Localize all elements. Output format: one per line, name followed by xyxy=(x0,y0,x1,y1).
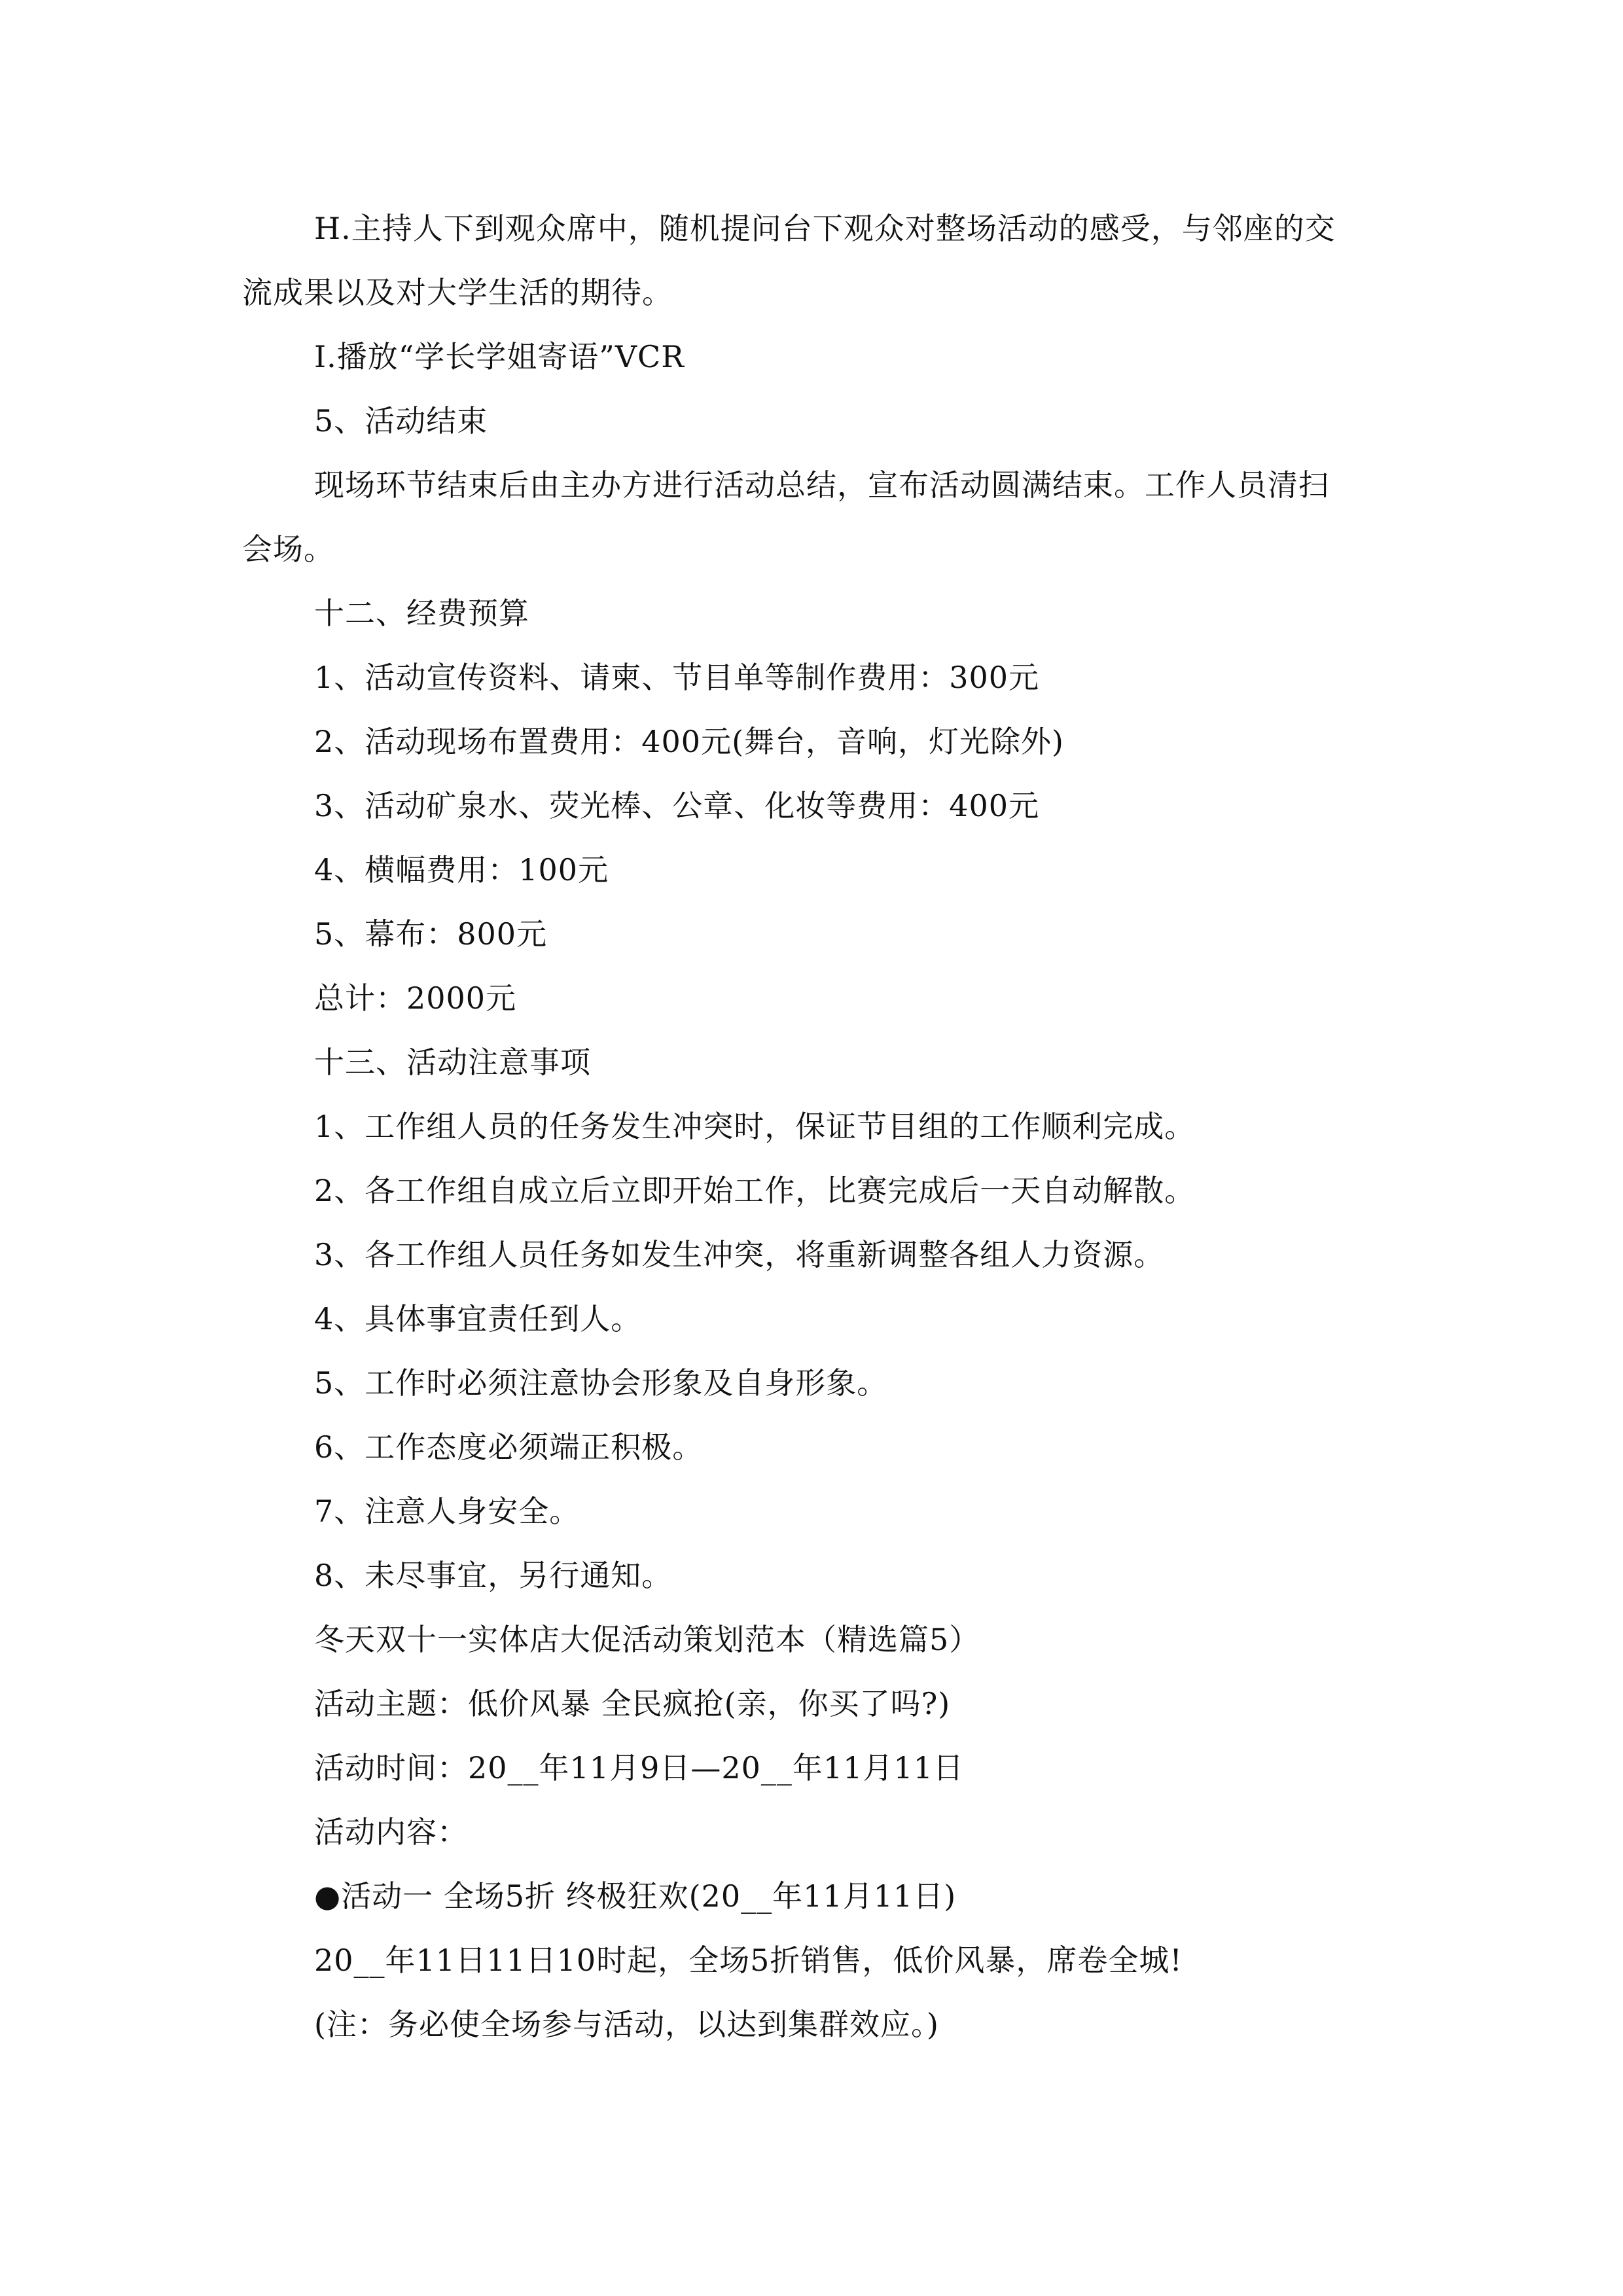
paragraph-line: I.播放“学长学姐寄语”VCR xyxy=(314,339,685,374)
paragraph-line: 流成果以及对大学生活的期待。 xyxy=(242,275,673,310)
notice-item: 4、具体事宜责任到人。 xyxy=(314,1301,642,1336)
notice-item: 3、各工作组人员任务如发生冲突，将重新调整各组人力资源。 xyxy=(314,1237,1165,1272)
article-title: 冬天双十一实体店大促活动策划范本（精选篇5） xyxy=(314,1622,980,1657)
notice-item: 7、注意人身安全。 xyxy=(314,1494,580,1529)
section-heading: 5、活动结束 xyxy=(314,403,488,439)
note-line: (注：务必使全场参与活动，以达到集群效应。) xyxy=(314,2007,939,2042)
budget-item: 1、活动宣传资料、请柬、节目单等制作费用：300元 xyxy=(314,660,1040,695)
budget-item: 2、活动现场布置费用：400元(舞台，音响，灯光除外) xyxy=(314,724,1064,759)
notice-item: 5、工作时必须注意协会形象及自身形象。 xyxy=(314,1365,888,1401)
paragraph-line: 20__年11日11日10时起，全场5折销售，低价风暴，席卷全城! xyxy=(314,1943,1183,1978)
activity-time: 活动时间：20__年11月9日—20__年11月11日 xyxy=(314,1750,964,1785)
budget-item: 4、横幅费用：100元 xyxy=(314,852,609,888)
section-heading: 十三、活动注意事项 xyxy=(314,1045,591,1080)
notice-item: 2、各工作组自成立后立即开始工作，比赛完成后一天自动解散。 xyxy=(314,1173,1196,1208)
activity-item: ●活动一 全场5折 终极狂欢(20__年11月11日) xyxy=(314,1878,957,1914)
document-body xyxy=(242,196,1394,2056)
section-heading: 十二、经费预算 xyxy=(314,596,529,631)
budget-item: 3、活动矿泉水、荧光棒、公章、化妆等费用：400元 xyxy=(314,788,1040,823)
notice-item: 1、工作组人员的任务发生冲突时，保证节目组的工作顺利完成。 xyxy=(314,1109,1196,1144)
paragraph-line: H.主持人下到观众席中，随机提问台下观众对整场活动的感受，与邻座的交 xyxy=(314,211,1336,246)
paragraph-line: 现场环节结束后由主办方进行活动总结，宣布活动圆满结束。工作人员清扫 xyxy=(314,467,1329,503)
activity-theme: 活动主题：低价风暴 全民疯抢(亲，你买了吗?) xyxy=(314,1686,951,1721)
activity-content-label: 活动内容： xyxy=(314,1814,468,1850)
notice-item: 8、未尽事宜，另行通知。 xyxy=(314,1558,673,1593)
budget-total: 总计：2000元 xyxy=(314,980,517,1016)
notice-item: 6、工作态度必须端正积极。 xyxy=(314,1429,704,1465)
paragraph-line: 会场。 xyxy=(242,531,334,567)
budget-item: 5、幕布：800元 xyxy=(314,916,548,952)
